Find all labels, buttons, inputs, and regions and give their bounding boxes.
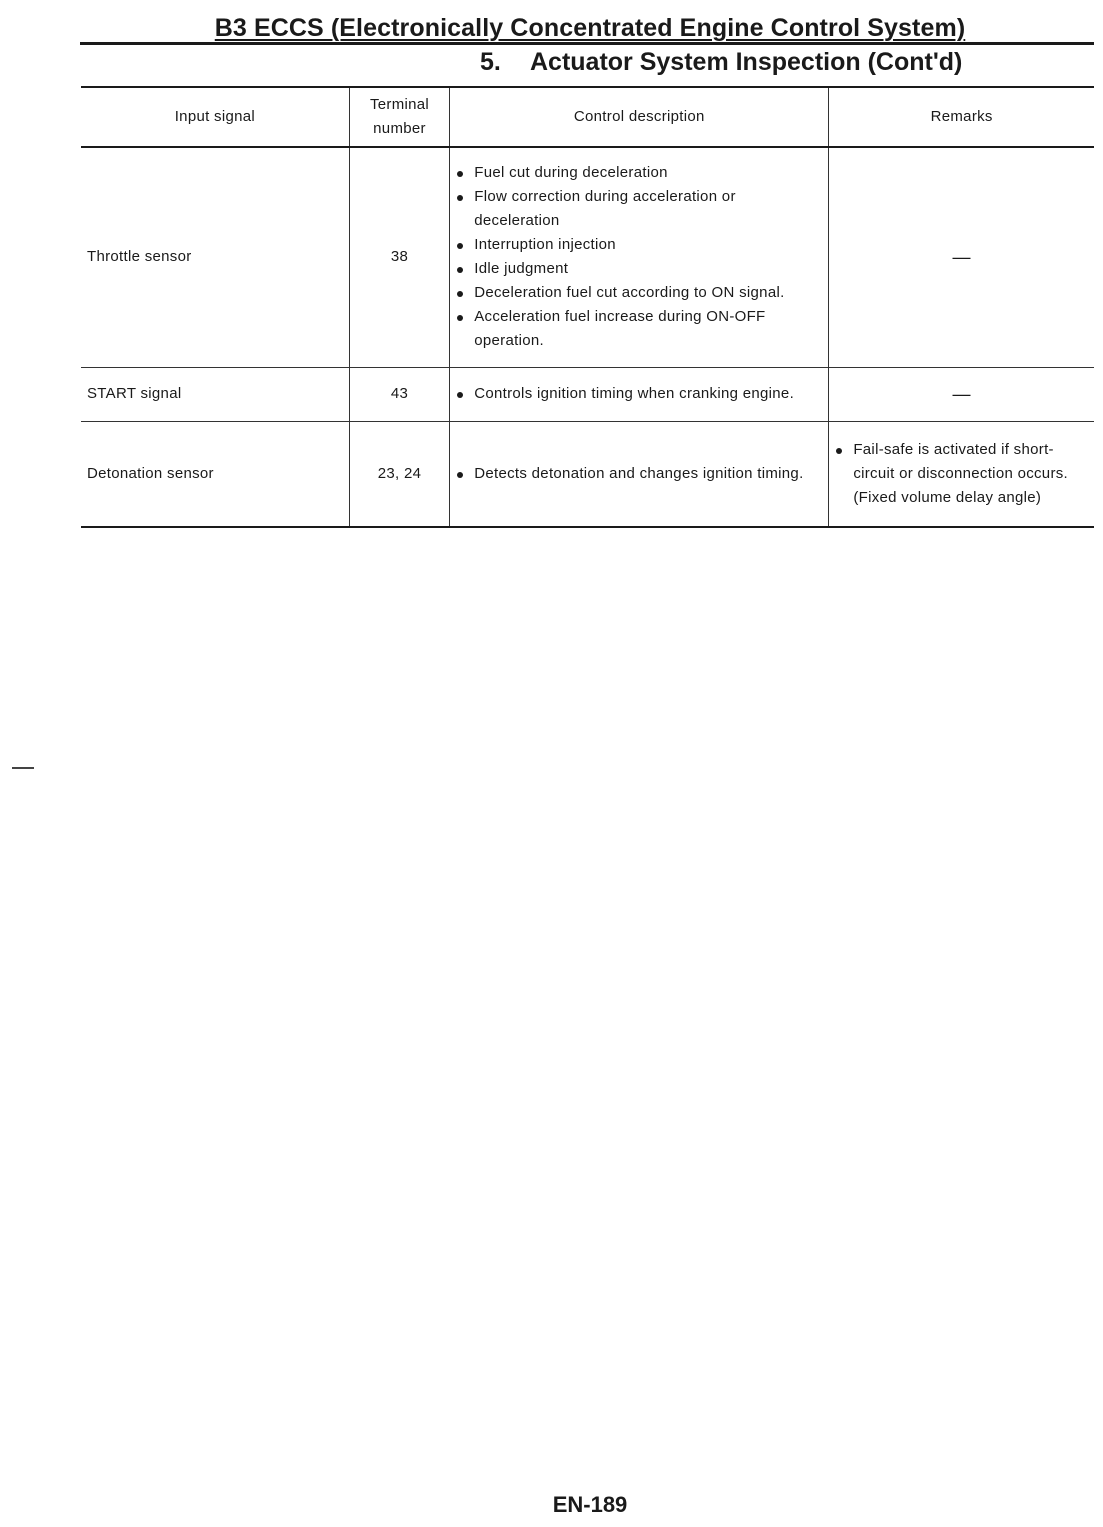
input-signal-cell: Throttle sensor	[81, 147, 349, 367]
table-row	[81, 421, 1094, 527]
input-signal-cell: START signal	[81, 367, 349, 421]
subsection-label: Actuator System Inspection (Cont'd)	[530, 48, 963, 76]
table-row	[81, 367, 1094, 421]
remarks-cell	[829, 421, 1094, 527]
terminal-number-cell: 43	[349, 367, 449, 421]
control-description-cell	[450, 367, 829, 421]
remark-item: Fail-safe is activated if short-circuit or disconnection occurs. (Fixed volume delay angle)	[835, 438, 1088, 510]
description-item: Idle judgment	[456, 257, 822, 281]
control-description-cell	[450, 147, 829, 367]
actuator-signal-table	[81, 86, 1094, 528]
column-header-remarks: Remarks	[829, 87, 1094, 147]
description-item: Flow correction during acceleration or deceleration	[456, 185, 822, 233]
subsection-title	[480, 48, 962, 77]
description-item: Deceleration fuel cut according to ON signal.	[456, 281, 822, 305]
column-header-terminal-number	[349, 87, 449, 147]
remarks-cell: —	[829, 147, 1094, 367]
section-title: B3 ECCS (Electronically Concentrated Engine Control System)	[214, 14, 966, 42]
description-item: Detects detonation and changes ignition timing.	[456, 462, 822, 486]
remarks-cell: —	[829, 367, 1094, 421]
terminal-number-cell: 23, 24	[349, 421, 449, 527]
description-item: Acceleration fuel increase during ON-OFF operation.	[456, 305, 822, 353]
description-item: Controls ignition timing when cranking engine.	[456, 382, 822, 406]
input-signal-cell: Detonation sensor	[81, 421, 349, 527]
column-header-terminal-label: Terminal number	[369, 96, 430, 137]
control-description-cell	[450, 421, 829, 527]
page-number: EN-189	[552, 1492, 628, 1517]
description-item: Interruption injection	[456, 233, 822, 257]
terminal-number-cell: 38	[349, 147, 449, 367]
description-item: Fuel cut during deceleration	[456, 161, 822, 185]
column-header-input-signal: Input signal	[81, 87, 349, 147]
subsection-number: 5.	[480, 48, 501, 76]
table-row	[81, 147, 1094, 367]
margin-mark	[12, 767, 34, 769]
column-header-control-description: Control description	[450, 87, 829, 147]
table-header-row	[81, 87, 1094, 147]
header-rule	[80, 42, 1094, 45]
